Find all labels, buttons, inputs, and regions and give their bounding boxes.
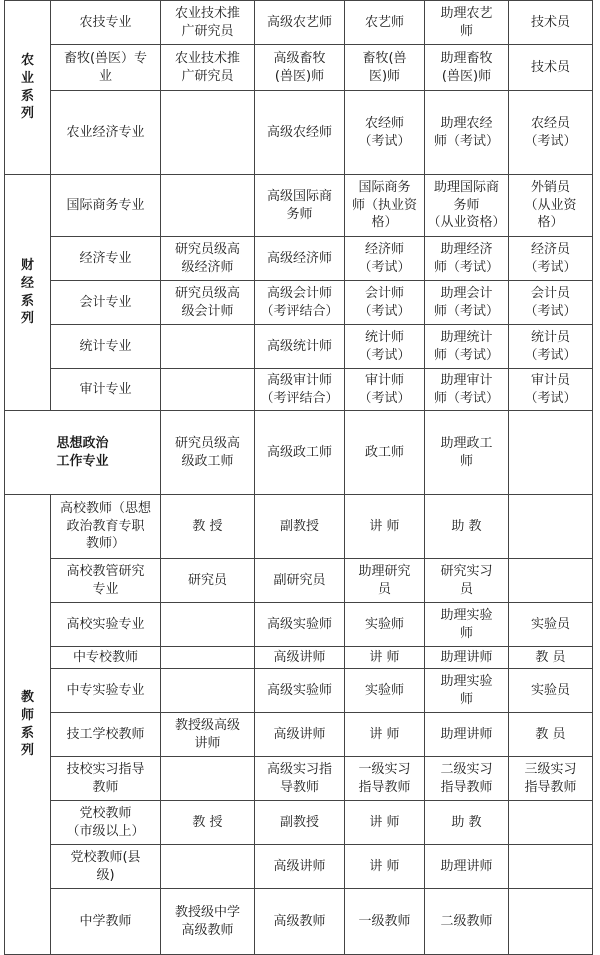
assistant-cell: 助理审计 师（考试） [425,369,509,411]
table-row [5,325,593,369]
senior-cell: 高级统计师 [255,325,345,369]
senior-cell: 高级实验师 [255,603,345,647]
researcher-cell [161,325,255,369]
table-row [5,237,593,281]
assistant-cell: 助理实验 师 [425,669,509,713]
special-major-political-work: 思想政治 工作专业 [5,411,161,495]
assistant-cell: 助 教 [425,495,509,559]
researcher-cell: 教授级高级 讲师 [161,713,255,757]
major-cell: 会计专业 [51,281,161,325]
major-cell: 畜牧(兽医）专 业 [51,45,161,91]
junior-cell: 教 员 [509,713,593,757]
table-row [5,411,593,495]
researcher-cell [161,669,255,713]
table-row [5,281,593,325]
senior-cell: 高级审计师 （考评结合） [255,369,345,411]
intermediate-cell: 审计师 （考试） [345,369,425,411]
researcher-cell: 研究员级高 级政工师 [161,411,255,495]
senior-cell: 高级讲师 [255,845,345,889]
senior-cell: 高级经济师 [255,237,345,281]
researcher-cell: 农业技术推 广研究员 [161,1,255,45]
assistant-cell: 助理讲师 [425,647,509,669]
senior-cell: 高级国际商 务师 [255,175,345,237]
major-cell: 中专校教师 [51,647,161,669]
professional-title-table [4,0,593,955]
junior-cell: 经济员 （考试） [509,237,593,281]
senior-cell: 高级畜牧 (兽医)师 [255,45,345,91]
researcher-cell: 教 授 [161,495,255,559]
major-cell: 农业经济专业 [51,91,161,175]
table-row [5,845,593,889]
intermediate-cell: 助理研究 员 [345,559,425,603]
senior-cell: 副教授 [255,495,345,559]
junior-cell [509,559,593,603]
major-cell: 高校教师（思想 政治教育专职 教师） [51,495,161,559]
major-cell: 审计专业 [51,369,161,411]
junior-cell: 外销员 （从业资 格） [509,175,593,237]
assistant-cell: 助理农艺 师 [425,1,509,45]
intermediate-cell: 讲 师 [345,495,425,559]
junior-cell [509,411,593,495]
series-label-finance: 财 经 系 列 [5,175,51,411]
table-row [5,757,593,801]
intermediate-cell: 经济师 （考试） [345,237,425,281]
major-cell: 农技专业 [51,1,161,45]
junior-cell: 实验员 [509,669,593,713]
series-label-agriculture: 农 业 系 列 [5,1,51,175]
researcher-cell [161,91,255,175]
intermediate-cell: 统计师 （考试） [345,325,425,369]
junior-cell: 统计员 （考试） [509,325,593,369]
intermediate-cell: 国际商务 师（执业资 格） [345,175,425,237]
assistant-cell: 助理政工 师 [425,411,509,495]
table-row [5,713,593,757]
major-cell: 经济专业 [51,237,161,281]
junior-cell: 技术员 [509,45,593,91]
assistant-cell: 助理讲师 [425,713,509,757]
assistant-cell: 助理实验 师 [425,603,509,647]
senior-cell: 高级讲师 [255,647,345,669]
major-cell: 高校教管研究 专业 [51,559,161,603]
intermediate-cell: 农经师 （考试） [345,91,425,175]
senior-cell: 高级实习指 导教师 [255,757,345,801]
assistant-cell: 助理农经 师（考试） [425,91,509,175]
senior-cell: 副教授 [255,801,345,845]
table-row [5,45,593,91]
assistant-cell: 助理讲师 [425,845,509,889]
intermediate-cell: 畜牧(兽 医)师 [345,45,425,91]
table-row [5,91,593,175]
junior-cell: 会计员 （考试） [509,281,593,325]
major-cell: 高校实验专业 [51,603,161,647]
intermediate-cell: 实验师 [345,603,425,647]
intermediate-cell: 一级教师 [345,889,425,955]
assistant-cell: 助理经济 师（考试） [425,237,509,281]
intermediate-cell: 一级实习 指导教师 [345,757,425,801]
table-row [5,603,593,647]
senior-cell: 高级政工师 [255,411,345,495]
intermediate-cell: 讲 师 [345,845,425,889]
researcher-cell: 农业技术推 广研究员 [161,45,255,91]
senior-cell: 高级教师 [255,889,345,955]
researcher-cell: 研究员级高 级会计师 [161,281,255,325]
senior-cell: 高级会计师 （考评结合） [255,281,345,325]
researcher-cell: 教授级中学 高级教师 [161,889,255,955]
junior-cell: 教 员 [509,647,593,669]
intermediate-cell: 农艺师 [345,1,425,45]
table-row [5,175,593,237]
researcher-cell: 研究员级高 级经济师 [161,237,255,281]
intermediate-cell: 讲 师 [345,647,425,669]
table-row [5,369,593,411]
major-cell: 技校实习指导 教师 [51,757,161,801]
intermediate-cell: 会计师 （考试） [345,281,425,325]
table-row [5,889,593,955]
table-row [5,801,593,845]
major-cell: 中学教师 [51,889,161,955]
researcher-cell [161,845,255,889]
senior-cell: 高级讲师 [255,713,345,757]
intermediate-cell: 实验师 [345,669,425,713]
assistant-cell: 二级实习 指导教师 [425,757,509,801]
major-cell: 党校教师(县 级) [51,845,161,889]
researcher-cell [161,369,255,411]
assistant-cell: 二级教师 [425,889,509,955]
junior-cell [509,495,593,559]
researcher-cell [161,757,255,801]
senior-cell: 副研究员 [255,559,345,603]
series-label-teacher: 教 师 系 列 [5,495,51,955]
assistant-cell: 研究实习 员 [425,559,509,603]
assistant-cell: 助理国际商 务师 （从业资格） [425,175,509,237]
senior-cell: 高级农经师 [255,91,345,175]
junior-cell [509,845,593,889]
intermediate-cell: 讲 师 [345,801,425,845]
table-row [5,559,593,603]
major-cell: 统计专业 [51,325,161,369]
junior-cell [509,889,593,955]
assistant-cell: 助 教 [425,801,509,845]
junior-cell: 三级实习 指导教师 [509,757,593,801]
table-row [5,669,593,713]
junior-cell: 技术员 [509,1,593,45]
table-row [5,495,593,559]
researcher-cell [161,603,255,647]
table-row [5,1,593,45]
senior-cell: 高级实验师 [255,669,345,713]
junior-cell [509,801,593,845]
junior-cell: 实验员 [509,603,593,647]
junior-cell: 审计员 （考试） [509,369,593,411]
researcher-cell [161,175,255,237]
major-cell: 中专实验专业 [51,669,161,713]
table-row [5,647,593,669]
researcher-cell: 教 授 [161,801,255,845]
senior-cell: 高级农艺师 [255,1,345,45]
assistant-cell: 助理统计 师（考试） [425,325,509,369]
major-cell: 国际商务专业 [51,175,161,237]
researcher-cell [161,647,255,669]
assistant-cell: 助理会计 师（考试） [425,281,509,325]
intermediate-cell: 政工师 [345,411,425,495]
assistant-cell: 助理畜牧 (兽医)师 [425,45,509,91]
intermediate-cell: 讲 师 [345,713,425,757]
junior-cell: 农经员 （考试） [509,91,593,175]
major-cell: 党校教师 （市级以上） [51,801,161,845]
researcher-cell: 研究员 [161,559,255,603]
major-cell: 技工学校教师 [51,713,161,757]
